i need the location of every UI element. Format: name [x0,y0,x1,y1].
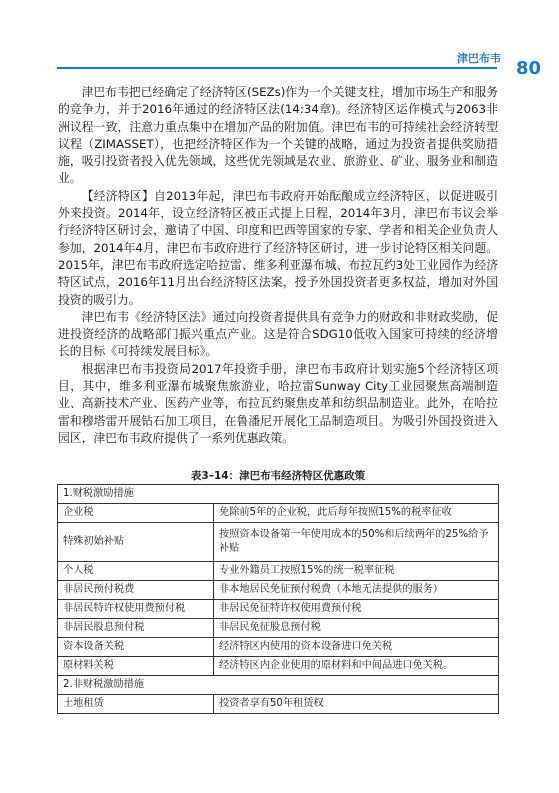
page-number: 80 [515,58,541,79]
policy-item: 企业税 [58,504,214,523]
table-section-row [58,676,499,695]
table-row [58,695,499,714]
policy-desc: 非本地居民免征预付税费（本地无法提供的服务） [214,581,499,600]
policy-item: 非居民股息预付税 [58,619,214,638]
policy-desc: 免除前5年的企业税，此后每年按照15%的税率征收 [214,504,499,523]
body-text [58,84,498,447]
table-row [58,581,499,600]
header-rule [57,67,497,69]
policy-desc: 按照资本设备第一年使用成本的50%和后续两年的25%给予补贴 [214,523,499,562]
table-row [58,523,499,562]
policy-desc: 非居民免征特许权使用费预付税 [214,600,499,619]
running-header-title: 津巴布韦 [457,52,501,65]
paragraph: 津巴布韦把已经确定了经济特区(SEZs)作为一个关键支柱，增加市场生产和服务的竞争力，并于2016年通过的经济特区法(14:34章)。经济特区运作模式与2063非洲议程一致，注意力重点集中在增加产品的附加值。津巴布韦的可持续社会经济转型议程（ZIMASSET），也把经济特区作为一个关键的战略，通过为投资者提供奖励措施，吸引投资者投入优先领域，这些优先领域是农业、旅游业、矿业、服务业和制造业。 [58,85,498,186]
table-caption: 表3–14：津巴布韦经济特区优惠政策 [190,470,366,482]
paragraph: 【经济特区】自2013年起，津巴布韦政府开始酝酿成立经济特区，以促进吸引外来投资。2014年，设立经济特区被正式提上日程，2014年3月，津巴布韦议会举行经济特区研讨会，邀请了中国、印度和巴西等国家的专家、学者和相关企业负责人参加，2014年4月，津巴布韦政府进行了经济特区研讨，进一步讨论特区相关问题。2015年，津巴布韦政府选定哈拉雷、维多利亚瀑布城、布拉瓦约3处工业园作为经济特区试点，2016年11月出台经济特区法案，授予外国投资者更多权益，增加对外国投资的吸引力。 [58,188,498,307]
table-row [58,504,499,523]
incentive-policy-table [57,484,499,714]
policy-item: 非居民预付税费 [58,581,214,600]
policy-item: 个人税 [58,562,214,581]
policy-desc: 投资者享有50年租赁权 [214,695,499,714]
table-row [58,562,499,581]
policy-desc: 专业外籍员工按照15%的统一税率征税 [214,562,499,581]
policy-desc: 经济特区内使用的资本设备进口免关税 [214,638,499,657]
policy-item: 原材料关税 [58,657,214,676]
section-heading: 1.财税激励措施 [58,485,499,504]
table-row [58,619,499,638]
policy-item: 特殊初始补贴 [58,523,214,562]
table-section-row [58,485,499,504]
paragraph: 津巴布韦《经济特区法》通过向投资者提供具有竞争力的财政和非财政奖励，促进投资经济的战略部门振兴重点产业。这是符合SDG10低收入国家可持续的经济增长的目标《可持续发展目标》。 [58,309,498,359]
policy-item: 资本设备关税 [58,638,214,657]
paragraph: 根据津巴布韦投资局2017年投资手册，津巴布韦政府计划实施5个经济特区项目，其中，维多利亚瀑布城聚焦旅游业，哈拉雷Sunway City工业园聚焦高端制造业、高新技术产业、医药产业等，布拉瓦约聚焦皮革和纺织品制造业。此外，在哈拉雷和穆塔雷开展钻石加工项目，在鲁潘尼开展化工品制造项目。为吸引外国投资进入园区，津巴布韦政府提供了一系列优惠政策。 [58,361,498,445]
policy-item: 非居民特许权使用费预付税 [58,600,214,619]
table-row [58,657,499,676]
policy-item: 土地租赁 [58,695,214,714]
section-heading: 2.非财税激励措施 [58,676,499,695]
table-row [58,638,499,657]
policy-desc: 经济特区内企业使用的原材料和中间品进口免关税。 [214,657,499,676]
table-row [58,600,499,619]
policy-desc: 非居民免征股息预付税 [214,619,499,638]
